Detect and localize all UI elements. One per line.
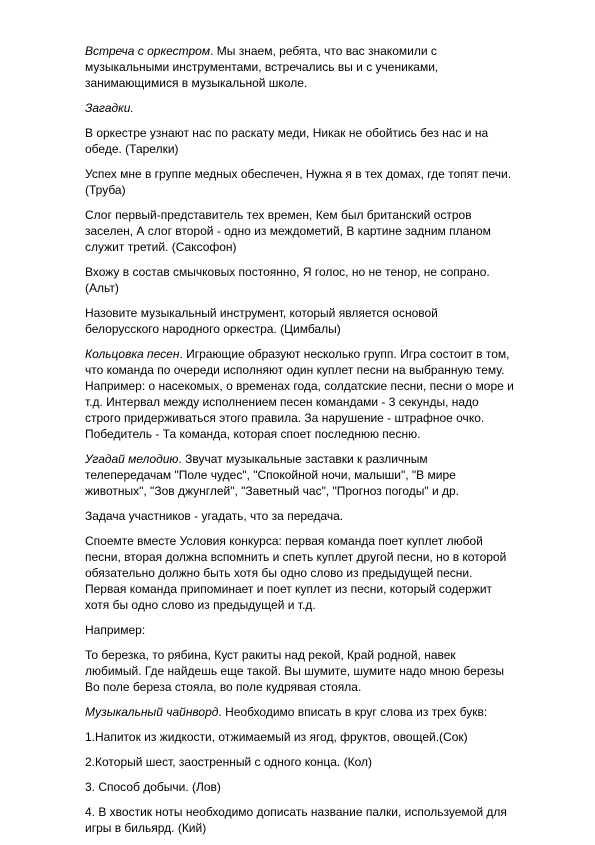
paragraph-song-lyrics: [85, 647, 515, 695]
paragraph-chainword-item-1: [85, 729, 515, 745]
paragraph-riddle-cymbals: [85, 125, 515, 157]
paragraph-text: Вхожу в состав смычковых постоянно, Я голос, но не тенор, не сопрано. (Альт): [85, 265, 490, 295]
paragraph-riddle-tsymbaly: [85, 305, 515, 337]
paragraph-chainword-item-3: [85, 779, 515, 795]
paragraph-text: 2.Который шест, заостренный с одного конца. (Кол): [85, 755, 372, 769]
paragraph-text: В оркестре узнают нас по раскату меди, Никак не обойтись без нас и на обеде. (Тарелки): [85, 126, 489, 156]
paragraph-text: Успех мне в группе медных обеспечен, Нужна я в тех домах, где топят печи. (Труба): [85, 167, 512, 197]
paragraph-text: Назовите музыкальный инструмент, который является основой белорусского народного оркестра. (Цимбалы): [85, 306, 438, 336]
paragraph-participants-task: [85, 508, 515, 524]
section-title: Встреча с оркестром: [85, 44, 211, 58]
paragraph-for-example: [85, 622, 515, 638]
paragraph-music-chainword: [85, 704, 515, 720]
section-title: Кольцовка песен: [85, 347, 180, 361]
paragraph-text: То березка, то рябина, Куст ракиты над рекой, Край родной, навек любимый. Где найдешь еще такой. Вы шумите, шумите надо мною березы Во поле береза стояла, во поле кудрявая стояла.: [85, 648, 505, 694]
paragraph-orchestra-meeting: [85, 43, 515, 91]
paragraph-text: 3. Способ добычи. (Лов): [85, 780, 221, 794]
document-body: [85, 43, 515, 845]
paragraph-text: Задача участников - угадать, что за передача.: [85, 509, 344, 523]
paragraph-sing-together: [85, 533, 515, 613]
paragraph-song-chain: [85, 346, 515, 442]
paragraph-riddle-trumpet: [85, 166, 515, 198]
paragraph-text: . Мы знаем, ребята, что вас знакомили с музыкальными инструментами, встречались вы и с учениками, занимающимися в музыкальной школе.: [85, 44, 439, 90]
paragraph-riddle-saxophone: [85, 207, 515, 255]
paragraph-text: Например:: [85, 623, 146, 637]
paragraph-text: . Звучат музыкальные заставки к различным телепередачам "Поле чудес", "Спокойной ночи, малыши", "В мире животных", "Зов джунглей", "Заветный час", "Прогноз погоды" и др.: [85, 452, 460, 498]
paragraph-text: . Необходимо вписать в круг слова из трех букв:: [218, 705, 488, 719]
paragraph-guess-melody: [85, 451, 515, 499]
section-title: Музыкальный чайнворд: [85, 705, 219, 719]
paragraph-text: 4. В хвостик ноты необходимо дописать название палки, используемой для игры в бильярд. (Кий): [85, 805, 507, 835]
paragraph-text: . Играющие образуют несколько групп. Игра состоит в том, что команда по очереди исполняют один куплет песни на выбранную тему. Например: о насекомых, о временах года, солдатские песни, песни о море и т.д. Интервал между исполнением песен командами - 3 секунды, надо строго придерживаться этого правила. За нарушение - штрафное очко. Победитель - Та команда, которая споет последнюю песню.: [85, 347, 514, 441]
paragraph-text: Слог первый-представитель тех времен, Кем был британский остров заселен, А слог второй - одно из междометий, В картине задним планом служит третий. (Саксофон): [85, 208, 491, 254]
paragraph-text: Споемте вместе Условия конкурса: первая команда поет куплет любой песни, вторая должна вспомнить и спеть куплет другой песни, но в которой обязательно должно быть хотя бы одно слово из предыдущей песни. Первая команда припоминает и поет куплет из песни, который содержит хотя бы одно слово из предыдущей и т.д.: [85, 534, 507, 612]
paragraph-text: 1.Напиток из жидкости, отжимаемый из ягод, фруктов, овощей.(Сок): [85, 730, 468, 744]
section-title: Угадай мелодию: [85, 452, 179, 466]
paragraph-riddle-viola: [85, 264, 515, 296]
paragraph-riddles-heading: [85, 100, 515, 116]
section-title: Загадки.: [85, 101, 134, 115]
paragraph-chainword-item-2: [85, 754, 515, 770]
paragraph-chainword-item-4: [85, 804, 515, 836]
